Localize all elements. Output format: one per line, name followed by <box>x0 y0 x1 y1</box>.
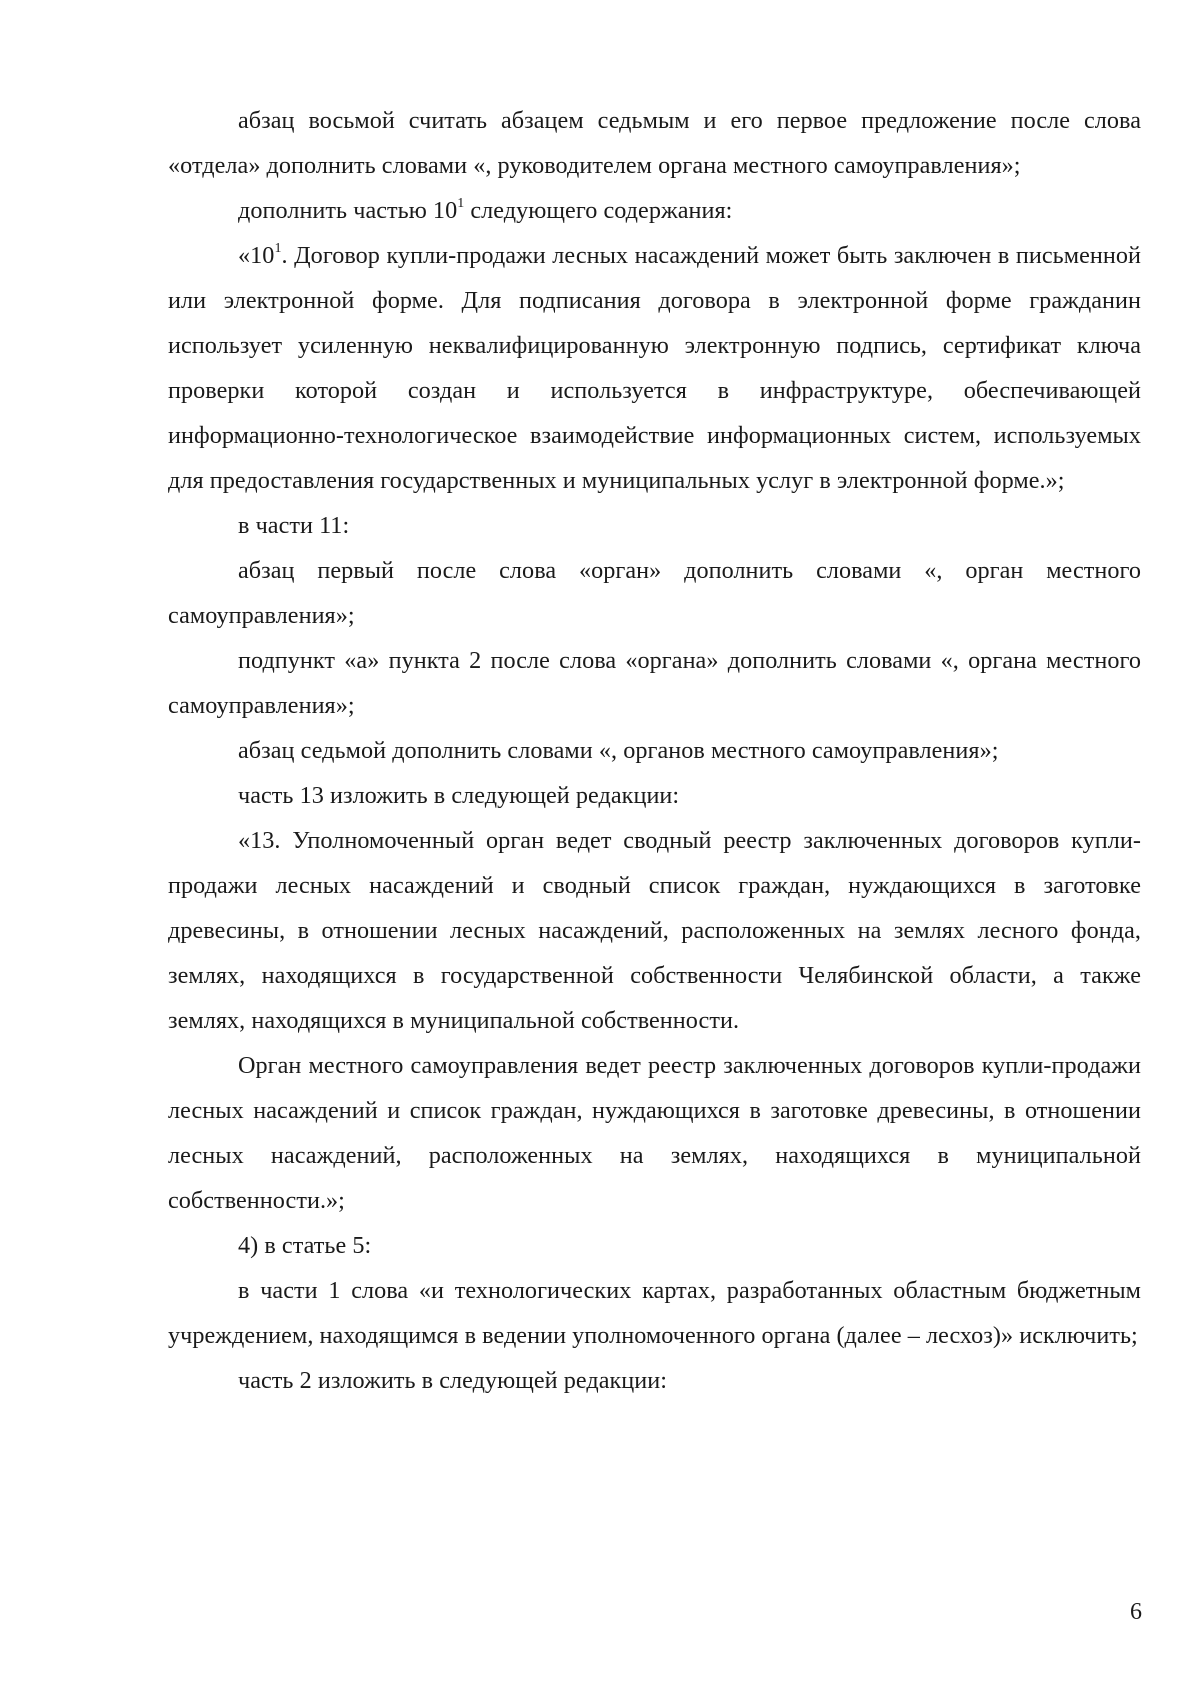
superscript: 1 <box>457 195 465 211</box>
paragraph-13: часть 2 изложить в следующей редакции: <box>238 1367 668 1394</box>
paragraph-4: в части 11: <box>238 512 350 539</box>
paragraph-5: абзац первый после слова «орган» дополнить словами «, орган местного самоуправления»; <box>168 557 1141 629</box>
superscript: 1 <box>274 240 282 256</box>
page-number: 6 <box>1130 1599 1142 1625</box>
paragraph-2: дополнить частью $10^1$ следующего содержания: <box>238 195 733 224</box>
paragraph-9: «13. Уполномоченный орган ведет сводный реестр заключенных договоров купли-продажи лесных насаждений и сводный список граждан, нуждающихся в заготовке древесины, в отношении лесных насаждений, расположенных на землях лесного фонда, землях, находящихся в государственной собственности Челябинской области, а также землях, находящихся в муниципальной собственности. <box>168 827 1141 1034</box>
paragraph-6: подпункт «а» пункта 2 после слова «органа» дополнить словами «, органа местного самоуправления»; <box>168 647 1141 719</box>
document-body <box>168 98 1141 1403</box>
paragraph-3: «$10^1$. Договор купли-продажи лесных насаждений может быть заключен в письменной или электронной форме. Для подписания договора в электронной форме гражданин использует усиленную неквалифицированную электронную подпись, сертификат ключа проверки которой создан и используется в инфраструктуре, обеспечивающей информационно-технологическое взаимодействие информационных систем, используемых для предоставления государственных и муниципальных услуг в электронной форме.»; <box>168 240 1141 494</box>
paragraph-10: Орган местного самоуправления ведет реестр заключенных договоров купли-продажи лесных насаждений и список граждан, нуждающихся в заготовке древесины, в отношении лесных насаждений, расположенных на землях, находящихся в муниципальной собственности.»; <box>168 1052 1141 1214</box>
paragraph-11: 4) в статье 5: <box>238 1232 372 1259</box>
paragraph-7: абзац седьмой дополнить словами «, органов местного самоуправления»; <box>238 737 999 764</box>
paragraph-1: абзац восьмой считать абзацем седьмым и его первое предложение после слова «отдела» дополнить словами «, руководителем органа местного самоуправления»; <box>168 107 1141 179</box>
paragraph-12: в части 1 слова «и технологических картах, разработанных областным бюджетным учреждением, находящимся в ведении уполномоченного органа (далее – лесхоз)» исключить; <box>168 1277 1141 1349</box>
paragraph-8: часть 13 изложить в следующей редакции: <box>238 782 680 809</box>
